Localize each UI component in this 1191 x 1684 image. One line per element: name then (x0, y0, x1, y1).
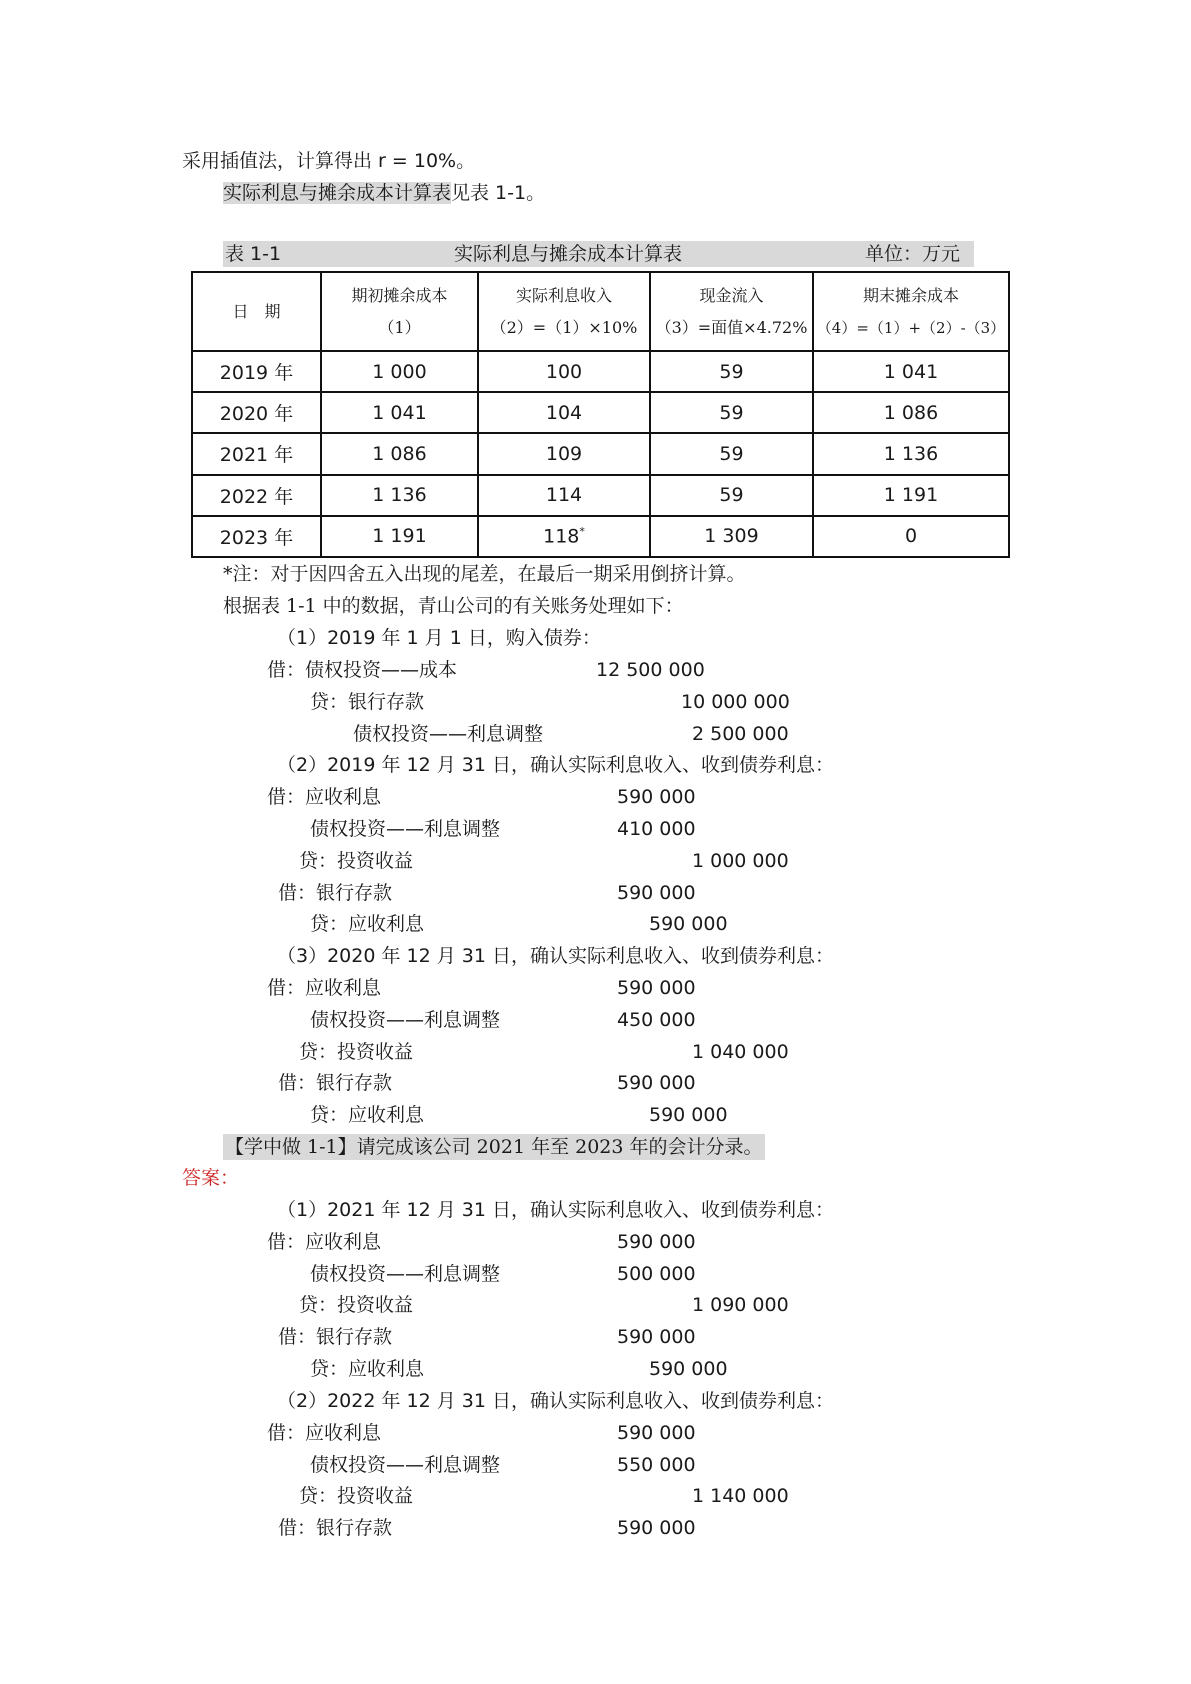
cell-year: 2022 年 (192, 475, 321, 516)
entry-debit-label: 借：银行存款 (278, 882, 393, 904)
entry-amount: 590 000 (649, 913, 728, 935)
header-date: 日 期 (192, 272, 321, 351)
intro-line-1: 采用插值法，计算得出 r = 10%。 (182, 150, 476, 172)
cell-closing: 0 (813, 516, 1009, 557)
entry-heading: （1）2019 年 1 月 1 日，购入债券： (277, 627, 601, 649)
cell-year: 2019 年 (192, 351, 321, 392)
table-row (192, 351, 1009, 392)
answer-credit-label: 贷：应收利息 (310, 1358, 425, 1380)
intro-line-2-rest: 见表 1-1。 (451, 182, 546, 204)
answer-amount: 590 000 (617, 1517, 696, 1539)
cell-interest: 109 (478, 433, 650, 474)
entry-debit-label: 借：债权投资——成本 (267, 659, 458, 681)
answer-heading: （2）2022 年 12 月 31 日，确认实际利息收入、收到债券利息： (277, 1390, 834, 1412)
answer-debit-label: 借：应收利息 (267, 1231, 382, 1253)
entry-debit-label: 借：应收利息 (267, 786, 382, 808)
header-opening-cost: 期初摊余成本 （1） (321, 272, 478, 351)
entry-credit-label: 贷：银行存款 (310, 691, 425, 713)
cell-opening: 1 086 (321, 433, 478, 474)
cell-opening: 1 000 (321, 351, 478, 392)
answer-debit-label: 债权投资——利息调整 (310, 1454, 501, 1476)
entry-amount: 590 000 (649, 1104, 728, 1126)
entry-amount: 590 000 (617, 882, 696, 904)
entry-debit-label: 借：银行存款 (278, 1072, 393, 1094)
entry-amount: 590 000 (617, 786, 696, 808)
entry-credit-label: 贷：应收利息 (310, 913, 425, 935)
answer-credit-label: 贷：投资收益 (299, 1485, 414, 1507)
cell-interest: 118* (478, 516, 650, 557)
entry-amount: 410 000 (617, 818, 696, 840)
table-row (192, 392, 1009, 433)
entry-credit-label: 贷：投资收益 (299, 1041, 414, 1063)
cell-opening: 1 191 (321, 516, 478, 557)
entry-credit-label: 贷：投资收益 (299, 850, 414, 872)
cell-cash: 1 309 (650, 516, 813, 557)
table-unit: 单位：万元 (865, 243, 961, 265)
answer-amount: 1 090 000 (692, 1294, 789, 1316)
entry-heading: （2）2019 年 12 月 31 日，确认实际利息收入、收到债券利息： (277, 754, 834, 776)
exercise-prompt: 【学中做 1-1】请完成该公司 2021 年至 2023 年的会计分录。 (225, 1136, 763, 1158)
header-cash-inflow: 现金流入 （3）=面值×4.72% (650, 272, 813, 351)
answer-credit-label: 贷：投资收益 (299, 1294, 414, 1316)
table-header-row (192, 272, 1009, 351)
table-caption (223, 241, 974, 267)
answer-amount: 590 000 (617, 1422, 696, 1444)
header-interest-income: 实际利息收入 （2）=（1）×10% (478, 272, 650, 351)
cell-opening: 1 041 (321, 392, 478, 433)
answer-debit-label: 债权投资——利息调整 (310, 1263, 501, 1285)
cell-year: 2020 年 (192, 392, 321, 433)
entry-amount: 10 000 000 (681, 691, 790, 713)
answer-amount: 500 000 (617, 1263, 696, 1285)
cell-interest: 104 (478, 392, 650, 433)
cell-cash: 59 (650, 351, 813, 392)
cell-cash: 59 (650, 475, 813, 516)
table-number: 表 1-1 (225, 243, 282, 265)
cell-year: 2023 年 (192, 516, 321, 557)
footnote-mark: * (579, 525, 585, 539)
cell-closing: 1 041 (813, 351, 1009, 392)
table-row (192, 516, 1009, 557)
entry-amount: 590 000 (617, 1072, 696, 1094)
table-reference-highlight: 实际利息与摊余成本计算表 (223, 182, 452, 204)
answer-amount: 590 000 (617, 1326, 696, 1348)
entry-amount: 450 000 (617, 1009, 696, 1031)
entry-amount: 12 500 000 (596, 659, 705, 681)
answer-amount: 550 000 (617, 1454, 696, 1476)
cell-closing: 1 136 (813, 433, 1009, 474)
lead-paragraph: 根据表 1-1 中的数据，青山公司的有关账务处理如下： (223, 595, 684, 617)
answer-heading: （1）2021 年 12 月 31 日，确认实际利息收入、收到债券利息： (277, 1199, 834, 1221)
table-row (192, 475, 1009, 516)
entry-amount: 1 040 000 (692, 1041, 789, 1063)
entry-amount: 1 000 000 (692, 850, 789, 872)
cell-opening: 1 136 (321, 475, 478, 516)
header-closing-cost: 期末摊余成本 （4）=（1）+（2）-（3） (813, 272, 1009, 351)
entry-credit-label: 贷：应收利息 (310, 1104, 425, 1126)
entry-debit-label: 借：应收利息 (267, 977, 382, 999)
entry-debit-label: 债权投资——利息调整 (310, 818, 501, 840)
cell-closing: 1 086 (813, 392, 1009, 433)
table-footnote: *注：对于因四舍五入出现的尾差，在最后一期采用倒挤计算。 (223, 563, 746, 585)
answer-amount: 590 000 (617, 1231, 696, 1253)
intro-line-2 (223, 181, 545, 205)
cell-cash: 59 (650, 433, 813, 474)
answer-amount: 1 140 000 (692, 1485, 789, 1507)
cell-closing: 1 191 (813, 475, 1009, 516)
answer-debit-label: 借：银行存款 (278, 1326, 393, 1348)
entry-amount: 2 500 000 (692, 723, 789, 745)
amortization-table (191, 271, 1010, 558)
entry-debit-label: 债权投资——利息调整 (310, 1009, 501, 1031)
answer-debit-label: 借：银行存款 (278, 1517, 393, 1539)
table-row (192, 433, 1009, 474)
cell-interest: 114 (478, 475, 650, 516)
cell-interest: 100 (478, 351, 650, 392)
answer-debit-label: 借：应收利息 (267, 1422, 382, 1444)
answer-amount: 590 000 (649, 1358, 728, 1380)
answer-label: 答案： (182, 1167, 240, 1189)
cell-year: 2021 年 (192, 433, 321, 474)
table-title: 实际利息与摊余成本计算表 (454, 243, 683, 265)
entry-credit-label: 债权投资——利息调整 (353, 723, 544, 745)
entry-amount: 590 000 (617, 977, 696, 999)
entry-heading: （3）2020 年 12 月 31 日，确认实际利息收入、收到债券利息： (277, 945, 834, 967)
cell-cash: 59 (650, 392, 813, 433)
